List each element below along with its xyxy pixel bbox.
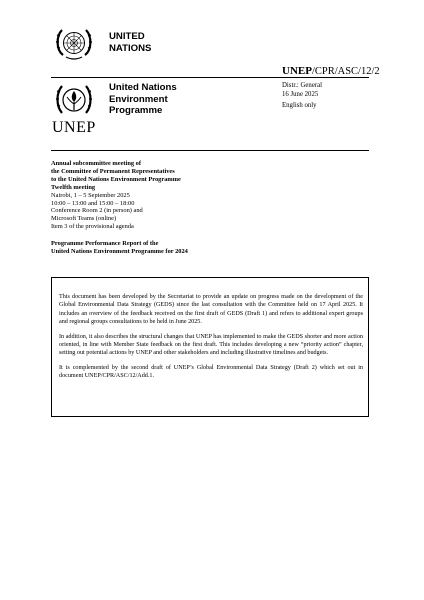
un-name-line1: UNITED [109,31,145,42]
meeting-session: Twelfth meeting [51,183,96,191]
distribution-block [282,82,322,99]
unep-name [109,82,177,117]
meeting-times: 10:00 – 13:00 and 15:00 – 18:00 [51,199,135,207]
meeting-room: Conference Room 2 (in person) and [51,207,143,215]
distribution: Distr.: General [282,82,323,89]
unep-logo-text: UNEP [52,119,96,136]
symbol-prefix: UNEP [282,65,312,77]
meeting-online: Microsoft Teams (online) [51,215,117,223]
document-date: 16 June 2025 [282,90,319,98]
unep-name-line3: Programme [109,105,163,116]
unep-name-line2: Environment [109,93,168,105]
header-rule [51,77,369,78]
symbol-suffix: /CPR/ASC/12/2 [311,66,380,77]
language-note: English only [282,102,317,109]
summary-text [59,293,363,387]
unep-name-line1: United Nations [109,82,177,93]
unep-emblem-icon [54,80,94,120]
meeting-place-dates: Nairobi, 1 – 5 September 2025 [51,191,130,199]
un-name [109,31,151,55]
meeting-info [51,160,181,231]
meeting-line3: to the United Nations Environment Programme [51,175,181,183]
un-name-line2: NATIONS [109,43,152,54]
summary-paragraph-1: This document has been developed by the Secretariat to provide an update on progress made on the development of the Global Environmental Data Strategy (GEDS) since the last consultation with the Committee held on 17 April 2025. It includes an overview of the feedback received on the first draft of GEDS (Draft 1) and refers to additional expert groups and regional groups consultations to be held in June 2025. [59,294,363,325]
summary-paragraph-2: In addition, it also describes the structural changes that UNEP has implemented to make the GEDS shorter and more action oriented, in line with Member State feedback on the first draft. This includes developing a new “priority action” chapter, setting out potential actions by UNEP and other stakeholders and including illustrative timelines and budgets. [59,333,363,357]
section-rule [51,150,369,151]
report-title-line1: Programme Performance Report of the [51,240,159,247]
report-title-line2: United Nations Environment Programme for 2024 [51,248,188,255]
summary-box [51,277,369,417]
report-title [51,240,188,256]
meeting-agenda: Item 3 of the provisional agenda [51,223,134,231]
meeting-line2: the Committee of Permanent Representatives [51,167,175,175]
un-emblem-icon [54,26,94,66]
document-symbol [282,65,380,77]
summary-paragraph-3: It is complemented by the second draft of UNEP’s Global Environmental Data Strategy (Draft 2) which set out in document UNEP/CPR/ASC/12/Add.1. [59,365,363,380]
meeting-line1: Annual subcommittee meeting of [51,160,141,167]
